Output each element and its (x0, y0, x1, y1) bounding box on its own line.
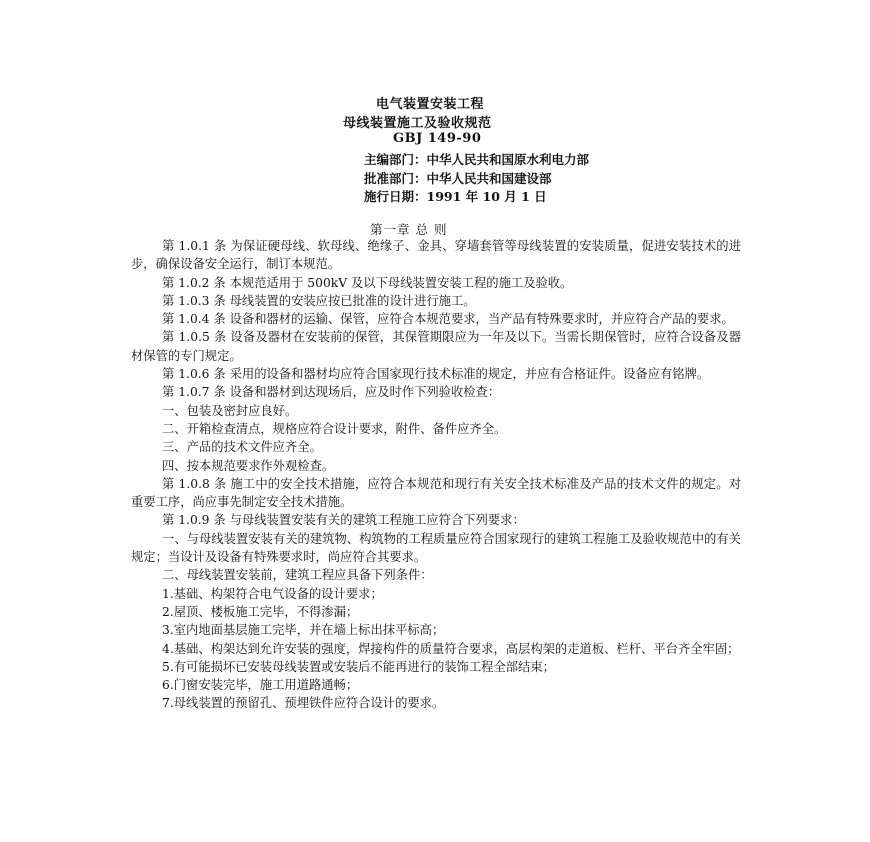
article-1-0-6: 第 1.0.6 条 采用的设备和器材均应符合国家现行技术标准的规定，并应有合格证件。设备应有铭牌。 (162, 367, 710, 382)
article-1-0-8: 第 1.0.8 条 施工中的安全技术措施，应符合本规范和现行有关安全技术标准及产品的技术文件的规定。对重要工序，尚应事先制定安全技术措施。 (131, 476, 741, 510)
article-1-0-9: 第 1.0.9 条 与母线装置安装有关的建筑工程施工应符合下列要求： (162, 513, 525, 528)
article-1-0-1: 第 1.0.1 条 为保证硬母线、软母线、绝缘子、金具、穿墙套管等母线装置的安装质量，促进安装技术的进步，确保设备安全运行，制订本规范。 (131, 239, 741, 272)
article-1-0-5: 第 1.0.5 条 设备及器材在安装前的保管，其保管期限应为一年及以下。当需长期保管时，应符合设备及器材保管的专门规定。 (131, 330, 741, 363)
list-item: 二、母线装置安装前，建筑工程应具备下列条件： (162, 568, 433, 583)
article-1-0-3: 第 1.0.3 条 母线装置的安装应按已批准的设计进行施工。 (162, 293, 476, 308)
list-item: 7.母线装置的预留孔、预埋铁件应符合设计的要求。 (162, 696, 445, 711)
list-item: 四、按本规范要求作外观检查。 (162, 458, 335, 473)
article-1-0-4: 第 1.0.4 条 设备和器材的运输、保管，应符合本规范要求，当产品有特殊要求时，并应符合产品的要求。 (162, 312, 734, 327)
document-title-line-1: 电气装置安装工程 (376, 97, 485, 112)
effective-date: 施行日期：1991 年 10 月 1 日 (364, 189, 547, 204)
list-item: 2.屋顶、楼板施工完毕，不得渗漏； (162, 604, 359, 619)
document-title-line-2: 母线装置施工及验收规范 (343, 116, 492, 131)
article-1-0-2: 第 1.0.2 条 本规范适用于 500kV 及以下母线装置安装工程的施工及验收。 (162, 275, 573, 290)
list-item: 6.门窗安装完毕，施工用道路通畅； (162, 678, 359, 693)
list-item: 一、与母线装置安装有关的建筑物、构筑物的工程质量应符合国家现行的建筑工程施工及验收规范中的有关规定；当设计及设备有特殊要求时，尚应符合其要求。 (131, 531, 741, 565)
list-item: 5.有可能损坏已安装母线装置或安装后不能再进行的装饰工程全部结束； (162, 659, 555, 674)
list-item: 二、开箱检查清点，规格应符合设计要求，附件、备件应齐全。 (162, 421, 507, 436)
editor-department: 主编部门：中华人民共和国原水利电力部 (364, 152, 590, 167)
article-1-0-7: 第 1.0.7 条 设备和器材到达现场后，应及时作下列验收检查： (162, 385, 501, 400)
document-body (131, 237, 741, 713)
approval-department: 批准部门：中华人民共和国建设部 (364, 171, 552, 186)
standard-code: GBJ 149-90 (393, 131, 482, 146)
list-item: 3.室内地面基层施工完毕，并在墙上标出抹平标高； (162, 623, 445, 638)
list-item: 三、产品的技术文件应齐全。 (162, 440, 322, 455)
list-item: 4.基础、构架达到允许安装的强度，焊接构件的质量符合要求，高层构架的走道板、栏杆、平台齐全牢固； (162, 641, 740, 656)
chapter-heading: 第一章 总 则 (370, 222, 448, 237)
list-item: 一、包装及密封应良好。 (162, 403, 298, 418)
list-item: 1.基础、构架符合电气设备的设计要求； (162, 586, 383, 601)
